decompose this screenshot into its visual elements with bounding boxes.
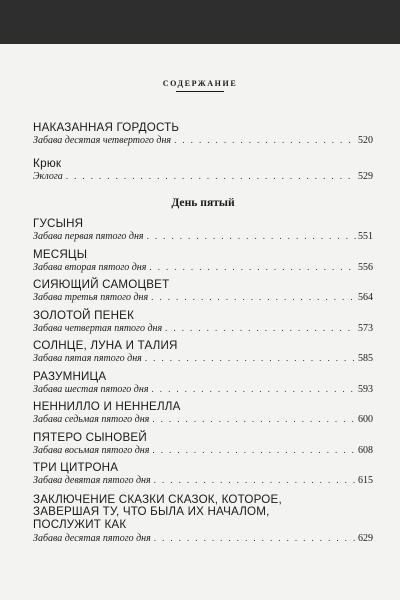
dot-leader [154, 532, 356, 545]
dot-leader [152, 413, 356, 426]
page-number: 520 [358, 135, 373, 146]
entry-title: Крюк [33, 155, 62, 170]
entry-subtitle: Эклога [33, 170, 63, 182]
entry-line [33, 352, 373, 366]
entry-line [33, 474, 373, 488]
entry-line [33, 230, 373, 244]
running-head-underline [176, 91, 224, 92]
entry-title: СОЛНЦЕ, ЛУНА И ТАЛИЯ [33, 339, 178, 352]
toc-entry-final [33, 494, 373, 546]
entry-title: РАЗУМНИЦА [33, 369, 107, 383]
dot-leader [165, 322, 356, 335]
entry-subtitle: Забава четвертая пятого дня [33, 322, 163, 334]
page-number: 573 [358, 322, 373, 334]
dot-leader [154, 474, 356, 487]
entry-title: ТРИ ЦИТРОНА [33, 461, 119, 474]
entry-subtitle: Забава вторая пятого дня [33, 261, 147, 273]
entry-line [33, 444, 373, 458]
entry-title: НАКАЗАННАЯ ГОРДОСТЬ [33, 121, 180, 134]
toc-entry [33, 157, 373, 184]
entry-title: ГУСЫНЯ [33, 217, 84, 230]
toc-entry [33, 278, 373, 305]
page-number: 585 [358, 353, 373, 364]
section-heading: День пятый [171, 196, 235, 209]
entry-line [33, 134, 373, 148]
dot-leader [174, 134, 356, 147]
page-number: 529 [358, 170, 373, 182]
entry-subtitle: Забава третья пятого дня [33, 292, 149, 303]
dot-leader [151, 291, 356, 304]
entry-title: СИЯЮЩИЙ САМОЦВЕТ [33, 278, 170, 291]
entry-line [33, 261, 373, 275]
entry-title: ПЯТЕРО СЫНОВЕЙ [33, 430, 147, 444]
dot-leader [152, 444, 356, 457]
entry-subtitle: Забава шестая пятого дня [33, 383, 149, 395]
top-dark-band [0, 0, 400, 44]
entry-title: НЕННИЛЛО И НЕННЕЛЛА [33, 400, 181, 413]
entry-line [33, 170, 373, 184]
page-number: 608 [358, 444, 373, 456]
entry-line [33, 383, 373, 397]
toc-entry [33, 121, 373, 148]
dot-leader [147, 230, 356, 243]
entry-subtitle: Забава седьмая пятого дня [33, 414, 150, 425]
entry-subtitle: Забава десятая четвертого дня [33, 135, 172, 146]
page-number: 593 [358, 383, 373, 395]
toc-entry [33, 309, 373, 336]
entry-line [33, 413, 373, 427]
entry-subtitle: Забава пятая пятого дня [33, 353, 142, 364]
entry-title-line: ПОСЛУЖИТ КАК [33, 518, 127, 532]
entry-title-line: ЗАКЛЮЧЕНИЕ СКАЗКИ СКАЗОК, КОТОРОЕ, [33, 492, 282, 506]
entry-subtitle: Забава девятая пятого дня [33, 475, 151, 486]
page-number: 600 [358, 414, 373, 425]
page-number: 564 [358, 292, 373, 303]
toc-entry [33, 217, 373, 244]
toc-entry [33, 248, 373, 275]
toc-entry [33, 431, 373, 458]
entry-subtitle: Забава восьмая пятого дня [33, 444, 150, 456]
dot-leader [66, 170, 356, 183]
dot-leader [145, 352, 356, 365]
entry-line [33, 532, 373, 546]
dot-leader [151, 383, 356, 396]
running-head: СОДЕРЖАНИЕ [162, 79, 238, 88]
page-number: 629 [358, 532, 373, 544]
page-number: 551 [358, 231, 373, 242]
page-number: 615 [358, 475, 373, 486]
toc-entry [33, 370, 373, 397]
entry-title: ЗОЛОТОЙ ПЕНЕК [33, 308, 135, 322]
entry-subtitle: Забава первая пятого дня [33, 231, 144, 242]
toc-entry [33, 461, 373, 488]
entry-subtitle: Забава десятая пятого дня [33, 532, 151, 544]
toc-entry [33, 339, 373, 366]
entry-title: МЕСЯЦЫ [33, 247, 88, 261]
entry-title-line: ЗАВЕРШАЯ ТУ, ЧТО БЫЛА ИХ НАЧАЛОМ, [33, 505, 270, 519]
entry-line [33, 322, 373, 336]
toc-entry [33, 400, 373, 427]
table-of-contents [33, 121, 373, 549]
page-number: 556 [358, 261, 373, 273]
entry-line [33, 291, 373, 305]
dot-leader [149, 261, 356, 274]
